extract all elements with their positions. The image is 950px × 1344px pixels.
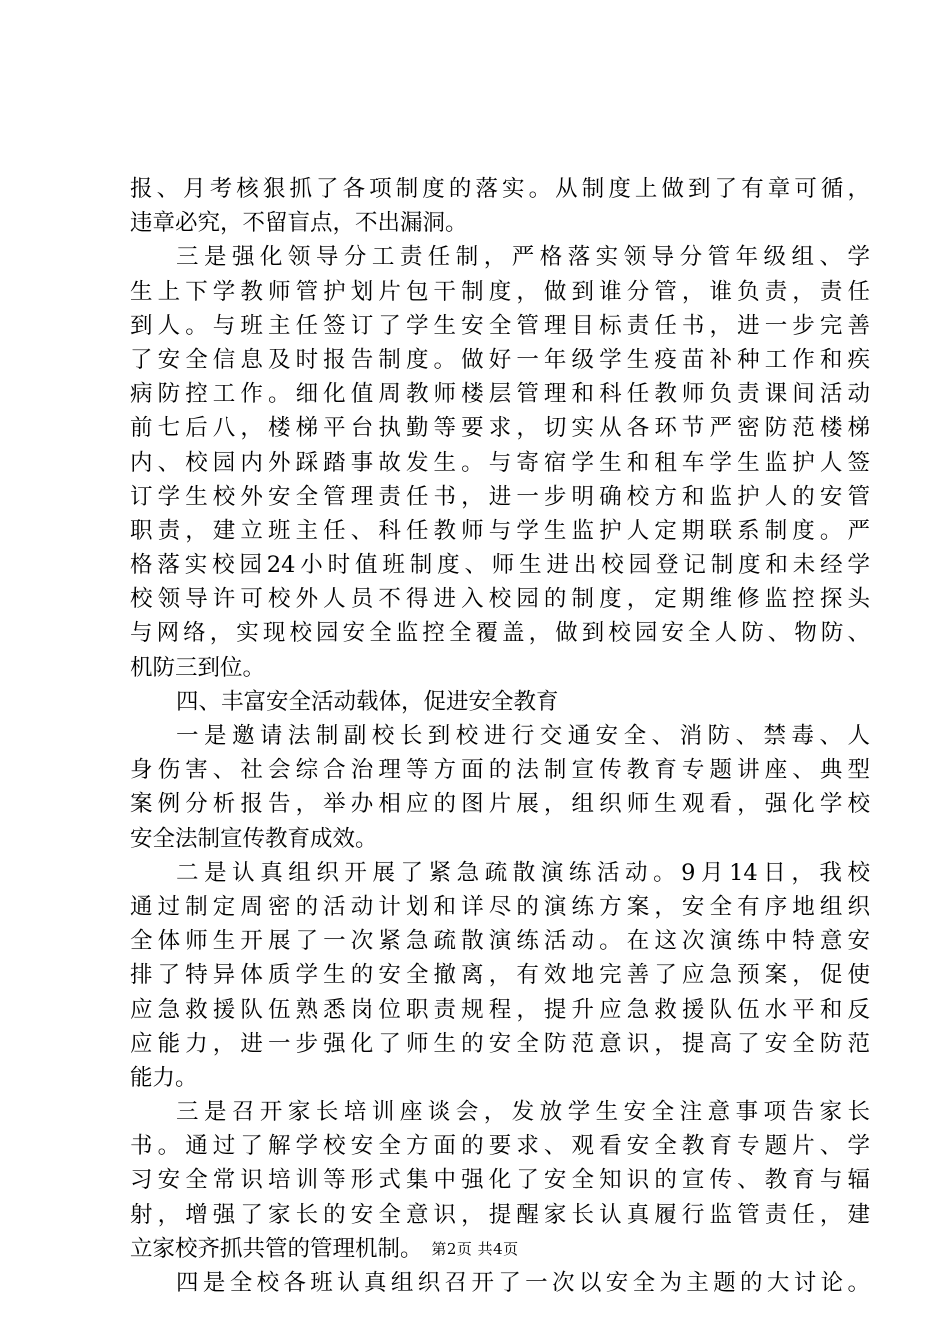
section-heading: 四、丰富安全活动载体，促进安全教育 [176,688,559,715]
paragraph-start-line: 三是召开家长培训座谈会，发放学生安全注意事项告家长 [176,1099,870,1126]
document-body [130,172,870,1300]
text-line: 生上下学教师管护划片包干制度，做到谁分管，谁负责，责任 [130,278,870,305]
paragraph-start-line: 四是全校各班认真组织召开了一次以安全为主题的大讨论。 [176,1270,870,1296]
text-line: 病防控工作。细化值周教师楼层管理和科任教师负责课间活动 [130,381,870,408]
text-line: 与网络，实现校园安全监控全覆盖，做到校园安全人防、物防、 [130,620,870,647]
text-line: 立家校齐抓共管的管理机制。 [130,1235,423,1262]
text-line: 排了特异体质学生的安全撤离，有效地完善了应急预案，促使 [130,962,870,989]
text-line: 案例分析报告，举办相应的图片展，组织师生观看，强化学校 [130,791,870,818]
page-number-footer: 第2页 共4页 [431,1240,519,1258]
text-line: 应能力，进一步强化了师生的安全防范意识，提高了安全防范 [130,1030,870,1057]
paragraph-start-line: 三是强化领导分工责任制，严格落实领导分管年级组、学 [176,244,870,271]
text-line: 全体师生开展了一次紧急疏散演练活动。在这次演练中特意安 [130,928,870,955]
text-line: 职责，建立班主任、科任教师与学生监护人定期联系制度。严 [130,517,870,544]
text-line: 校领导许可校外人员不得进入校园的制度，定期维修监控探头 [130,586,870,613]
text-line: 身伤害、社会综合治理等方面的法制宣传教育专题讲座、典型 [130,757,870,784]
text-line: 内、校园内外踩踏事故发生。与寄宿学生和租车学生监护人签 [130,449,870,476]
text-line: 射，增强了家长的安全意识，提醒家长认真履行监管责任，建 [130,1201,870,1228]
text-line: 了安全信息及时报告制度。做好一年级学生疫苗补种工作和疾 [130,346,870,373]
text-line: 安全法制宣传教育成效。 [130,825,378,852]
text-line: 能力。 [130,1064,198,1091]
text-line: 违章必究，不留盲点，不出漏洞。 [130,210,468,237]
text-line: 通过制定周密的活动计划和详尽的演练方案，安全有序地组织 [130,893,870,920]
paragraph-start-line: 二是认真组织开展了紧急疏散演练活动。9月14日，我校 [176,859,870,886]
text-line: 书。通过了解学校安全方面的要求、观看安全教育专题片、学 [130,1133,870,1160]
text-line: 习安全常识培训等形式集中强化了安全知识的宣传、教育与辐 [130,1167,870,1194]
text-line: 应急救援队伍熟悉岗位职责规程，提升应急救援队伍水平和反 [130,996,870,1023]
text-line: 到人。与班主任签订了学生安全管理目标责任书，进一步完善 [130,312,870,339]
text-line: 前七后八，楼梯平台执勤等要求，切实从各环节严密防范楼梯 [130,415,870,442]
text-line: 订学生校外安全管理责任书，进一步明确校方和监护人的安管 [130,483,870,510]
text-line: 报、月考核狠抓了各项制度的落实。从制度上做到了有章可循， [130,176,870,202]
text-line: 格落实校园24小时值班制度、师生进出校园登记制度和未经学 [130,552,870,579]
paragraph-start-line: 一是邀请法制副校长到校进行交通安全、消防、禁毒、人 [176,723,870,749]
text-line: 机防三到位。 [130,654,266,681]
